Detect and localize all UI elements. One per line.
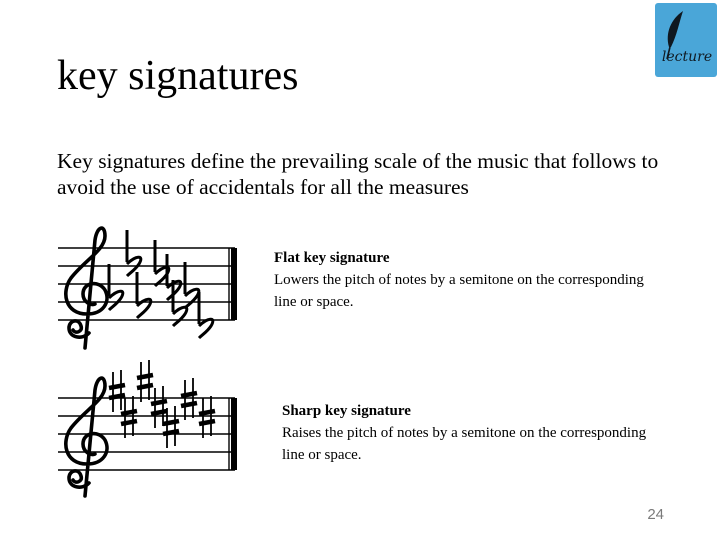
quill-pen-icon: [655, 3, 717, 77]
sharp-title: Sharp key signature: [282, 403, 411, 419]
logo-text: lecture: [661, 49, 713, 65]
intro-paragraph: Key signatures define the prevailing scale of the music that follows to avoid the use of accidentals for all the measures: [57, 149, 659, 199]
flat-title: Flat key signature: [274, 250, 390, 266]
page-number: 24: [647, 506, 664, 523]
lecture-logo: [655, 3, 717, 77]
sharp-caption: [282, 400, 662, 466]
flat-key-signature-staff-icon: [55, 218, 245, 353]
sharp-description: Raises the pitch of notes by a semitone on the corresponding line or space.: [282, 425, 647, 463]
flat-caption: [274, 247, 654, 313]
sharp-key-signature-staff-icon: [55, 358, 245, 498]
flat-description: Lowers the pitch of notes by a semitone on the corresponding line or space.: [274, 272, 644, 310]
slide-title: key signatures: [57, 53, 299, 99]
